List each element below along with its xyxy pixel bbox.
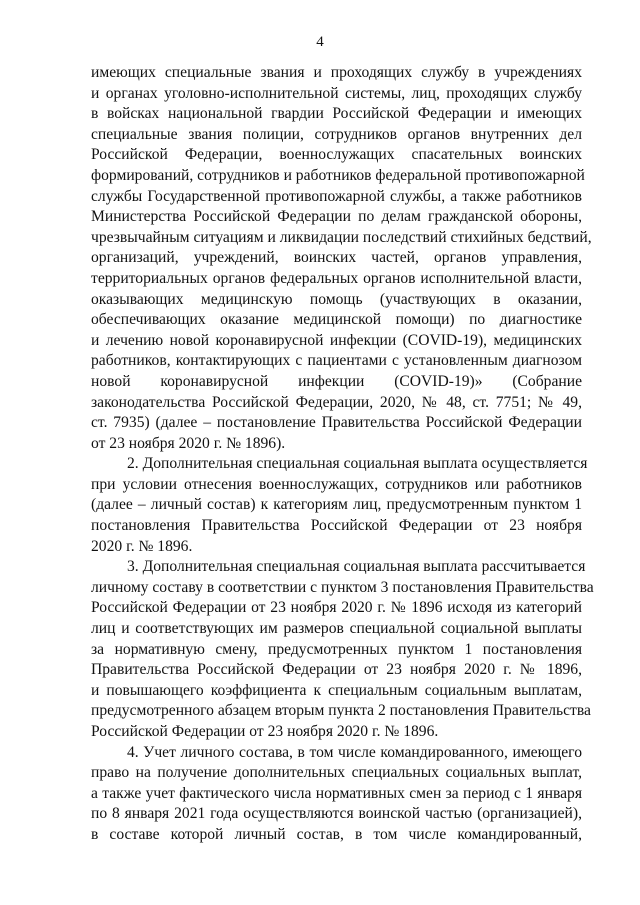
paragraph-p4 (91, 743, 582, 846)
text-line: формирований, сотрудников и работников федеральной противопожарной (91, 166, 585, 184)
text-line: территориальных органов федеральных органов исполнительной власти, (91, 269, 582, 287)
text-line: ст. 7935) (далее – постановление Правительства Российской Федерации (91, 414, 582, 432)
text-line: специальные звания полиции, сотрудников органов внутренних дел (91, 125, 582, 143)
text-line: предусмотренного абзацем вторым пункта 2 постановления Правительства (91, 702, 591, 720)
text-line: постановления Правительства Российской Федерации от 23 ноября (91, 517, 582, 535)
text-line: 4. Учет личного состава, в том числе командированного, имеющего (127, 743, 582, 761)
text-line: Министерства Российской Федерации по делам гражданской обороны, (91, 208, 582, 226)
text-line: новой коронавирусной инфекции (COVID-19)» (Собрание (91, 372, 582, 390)
document-body (91, 63, 594, 846)
text-line: оказывающих медицинскую помощь (участвующих в оказании, (91, 290, 582, 308)
text-line: Правительства Российской Федерации от 23 ноября 2020 г. № 1896, (91, 661, 582, 679)
text-line: от 23 ноября 2020 г. № 1896). (91, 434, 286, 452)
text-line: работников, контактирующих с пациентами с установленным диагнозом (91, 352, 582, 370)
text-line: имеющих специальные звания и проходящих службу в учреждениях (91, 64, 582, 81)
text-line: Российской Федерации от 23 ноября 2020 г. № 1896 исходя из категорий (91, 599, 582, 617)
text-line: (далее – личный состав) к категориям лиц, предусмотренным пунктом 1 (91, 496, 582, 514)
text-line: законодательства Российской Федерации, 2020, № 48, ст. 7751; № 49, (91, 393, 582, 411)
text-line: организаций, учреждений, воинских частей, органов управления, (91, 249, 582, 267)
text-line: Российской Федерации, военнослужащих спасательных воинских (91, 146, 582, 164)
text-line: службы Государственной противопожарной службы, а также работников (91, 187, 582, 205)
text-line: и лечению новой коронавирусной инфекции (COVID-19), медицинских (91, 331, 582, 349)
text-line: 2020 г. № 1896. (91, 537, 193, 555)
text-line: чрезвычайным ситуациям и ликвидации последствий стихийных бедствий, (91, 228, 592, 246)
text-line: по 8 января 2021 года осуществляются воинской частью (организацией), (91, 805, 582, 823)
text-line: в войсках национальной гвардии Российской Федерации и имеющих (91, 105, 582, 123)
page-number: 4 (316, 34, 324, 50)
paragraph-p3 (91, 557, 594, 742)
text-line: лиц и соответствующих им размеров специальной социальной выплаты (91, 620, 582, 638)
text-line: и повышающего коэффициента к специальным социальным выплатам, (91, 681, 582, 699)
text-line: 2. Дополнительная специальная социальная выплата осуществляется (127, 455, 588, 473)
paragraph-p1 (91, 63, 592, 454)
paragraph-p2 (91, 454, 588, 557)
text-line: Российской Федерации от 23 ноября 2020 г. № 1896. (91, 723, 439, 740)
text-line: личному составу в соответствии с пунктом 3 постановления Правительства (91, 578, 594, 596)
text-line: право на получение дополнительных специальных социальных выплат, (91, 764, 582, 782)
text-line: в составе которой личный состав, в том числе командированный, (91, 825, 582, 843)
text-line: и органах уголовно-исполнительной системы, лиц, проходящих службу (91, 84, 582, 102)
text-line: за нормативную смену, предусмотренных пунктом 1 постановления (91, 640, 582, 658)
text-line: при условии отнесения военнослужащих, сотрудников или работников (91, 475, 582, 493)
text-line: 3. Дополнительная специальная социальная выплата рассчитывается (127, 558, 586, 576)
text-line: обеспечивающих оказание медицинской помощи) по диагностике (91, 311, 582, 329)
text-line: а также учет фактического числа нормативных смен за период с 1 января (91, 784, 582, 802)
